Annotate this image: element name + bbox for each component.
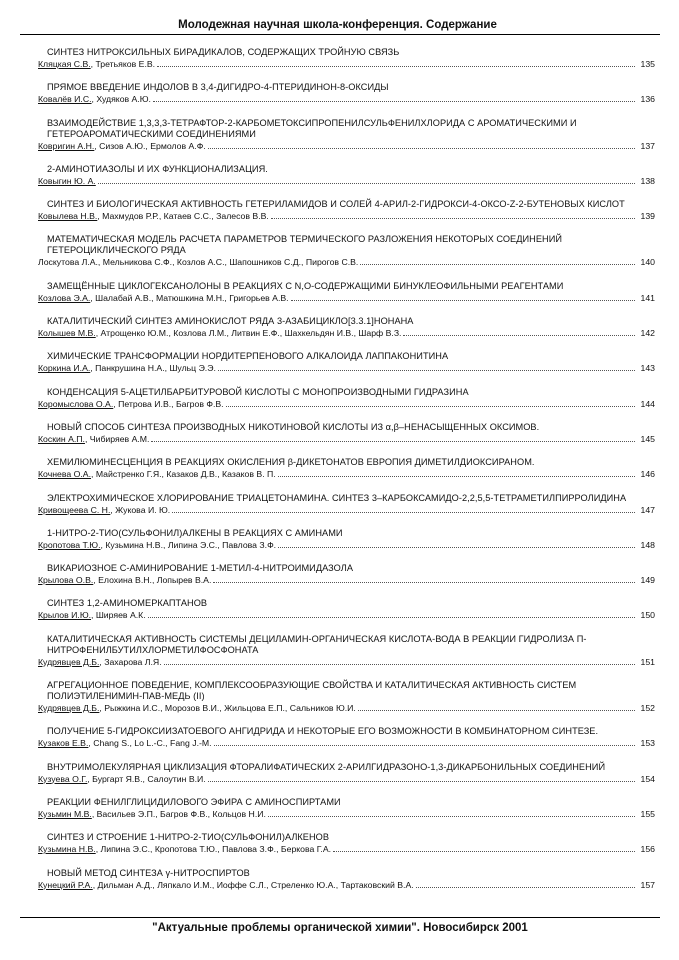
toc-entry [38, 164, 655, 187]
toc-entry [38, 797, 655, 820]
entry-coauthors: , Панкрушина Н.А., Шульц Э.Э. [90, 363, 216, 374]
entry-title: ПОЛУЧЕНИЕ 5-ГИДРОКСИИЗАТОЕВОГО АНГИДРИДА И НЕКОТОРЫЕ ЕГО ВОЗМОЖНОСТИ В КОМБИНАТОРНОМ СИНТЕЗЕ. [47, 726, 599, 737]
entry-page-number: 152 [640, 703, 655, 714]
entry-line [38, 211, 655, 222]
entry-title: ЗАМЕЩЁННЫЕ ЦИКЛОГЕКСАНОЛОНЫ В РЕАКЦИЯХ С N,O-СОДЕРЖАЩИМИ БИНУКЛЕОФИЛЬНЫМИ РЕАГЕНТАМИ [47, 280, 564, 291]
entry-coauthors: , Третьяков Е.В. [90, 59, 156, 69]
entry-coauthors: , Атрощенко Ю.М., Козлова Л.М., Литвин Е.Ф., Шахкельдян И.В., Шарф В.З. [95, 328, 402, 339]
entry-authors [38, 141, 206, 152]
dot-leader [291, 300, 635, 301]
entry-coauthors: , Дильман А.Д., Ляпкало И.М., Иоффе С.Л., Стреленко Ю.А., Тартаковский В.А. [92, 879, 414, 890]
entry-authors [38, 774, 206, 785]
entry-first-author: Коромыслова О.А. [38, 398, 114, 409]
entry-line [38, 844, 655, 855]
entry-page-number: 135 [640, 59, 655, 69]
entry-first-author: Ковалёв И.С. [38, 94, 92, 105]
entry-authors [38, 257, 358, 268]
entry-line [38, 657, 655, 668]
entry-coauthors: , Кузьмина Н.В., Липина Э.С., Павлова З.Ф. [100, 539, 277, 550]
toc-entry [38, 422, 655, 445]
entry-title: АГРЕГАЦИОННОЕ ПОВЕДЕНИЕ, КОМПЛЕКСООБРАЗУЮЩИЕ СВОЙСТВА И КАТАЛИТИЧЕСКАЯ АКТИВНОСТЬ СИСТЕМ ПОЛИЭТИЛЕНИМИН-ПАВ-МЕДЬ (II) [47, 680, 577, 702]
entry-line [38, 59, 655, 70]
entry-authors [38, 399, 224, 410]
dot-leader [226, 406, 635, 407]
dot-leader [148, 617, 635, 618]
entry-authors [38, 328, 401, 339]
entry-coauthors: Лоскутова Л.А., Мельникова С.Ф., Козлов А.С., Шапошников С.Д., Пирогов С.В. [38, 257, 359, 268]
dot-leader [358, 710, 635, 711]
dot-leader [172, 512, 635, 513]
dot-leader [333, 851, 635, 852]
entry-line [38, 399, 655, 410]
entry-line [38, 880, 655, 891]
dot-leader [213, 582, 635, 583]
entry-authors [38, 575, 211, 586]
entry-coauthors: , Худяков А.Ю. [91, 94, 151, 105]
entry-line [38, 540, 655, 551]
entry-line [38, 94, 655, 105]
entry-coauthors: , Петрова И.В., Багров Ф.В. [113, 398, 224, 409]
dot-leader [98, 183, 635, 184]
entry-first-author: Кузаков Е.В. [38, 738, 89, 749]
entry-authors [38, 610, 146, 621]
entry-line [38, 774, 655, 785]
entry-first-author: Крылов И.Ю. [38, 610, 92, 621]
entry-coauthors: , Липина Э.С., Кропотова Т.Ю., Павлова З.Ф., Беркова Г.А. [95, 844, 332, 855]
entry-authors [38, 94, 151, 105]
entry-authors [38, 469, 276, 480]
toc-entry [38, 493, 655, 516]
entry-title: ВЗАИМОДЕЙСТВИЕ 1,3,3,3-ТЕТРАФТОР-2-КАРБОМЕТОКСИПРОПЕНИЛСУЛЬФЕНИЛХЛОРИДА С АРОМАТИЧЕСКИМИ И ГЕТЕРОАРОМАТИЧЕСКИМИ СОЕДИНЕНИЯМИ [47, 117, 577, 139]
entry-coauthors: , Чибиряев А.М. [84, 433, 150, 444]
entry-authors [38, 293, 289, 304]
toc-entry [38, 832, 655, 855]
entry-title: 1-НИТРО-2-ТИО(СУЛЬФОНИЛ)АЛКЕНЫ В РЕАКЦИЯХ С АМИНАМИ [47, 527, 343, 538]
entry-line [38, 610, 655, 621]
entry-coauthors: , Махмудов Р.Р., Катаев С.С., Залесов В.В. [97, 211, 269, 222]
entry-page-number: 140 [640, 257, 655, 268]
header-rule [20, 34, 660, 35]
dot-leader [278, 547, 635, 548]
entry-title: СИНТЕЗ 1,2-АМИНОМЕРКАПТАНОВ [47, 598, 208, 609]
toc-entry [38, 234, 655, 268]
entry-first-author: Коркина И.А. [38, 363, 91, 374]
toc-entry [38, 281, 655, 304]
entry-first-author: Ковригин А.Н. [38, 140, 95, 151]
dot-leader [416, 887, 635, 888]
toc-entry [38, 634, 655, 668]
dot-leader [208, 148, 635, 149]
entry-coauthors: , Васильев Э.П., Багров Ф.В., Кольцов Н.И. [91, 808, 266, 819]
entry-page-number: 156 [640, 844, 655, 855]
entry-title: СИНТЕЗ НИТРОКСИЛЬНЫХ БИРАДИКАЛОВ, СОДЕРЖАЩИХ ТРОЙНУЮ СВЯЗЬ [47, 47, 400, 57]
entry-page-number: 136 [640, 94, 655, 105]
entry-first-author: Кузуева О.Г. [38, 773, 88, 784]
toc-entry [38, 199, 655, 222]
entry-authors [38, 809, 266, 820]
entry-coauthors: , Сизов А.Ю., Ермолов А.Ф. [94, 140, 206, 151]
entry-page-number: 139 [640, 211, 655, 222]
dot-leader [153, 101, 635, 102]
entry-title: КОНДЕНСАЦИЯ 5-АЦЕТИЛБАРБИТУРОВОЙ КИСЛОТЫ С МОНОПРОИЗВОДНЫМИ ГИДРАЗИНА [47, 386, 469, 397]
entry-coauthors: , Жукова И. Ю. [110, 504, 171, 515]
footer-rule [20, 917, 660, 918]
page-header: Молодежная научная школа-конференция. Содержание [178, 19, 497, 31]
entry-authors [38, 211, 269, 222]
entry-authors [38, 657, 162, 668]
entry-first-author: Ковыгин Ю. А. [38, 175, 96, 186]
entry-line [38, 141, 655, 152]
entry-line [38, 257, 655, 268]
entry-first-author: Крылова О.В. [38, 575, 94, 586]
entry-authors [38, 59, 155, 70]
dot-leader [151, 441, 635, 442]
toc-entry [38, 528, 655, 551]
entry-page-number: 138 [640, 175, 655, 186]
entry-authors [38, 880, 414, 891]
entry-first-author: Коскин А.П. [38, 433, 85, 444]
entry-coauthors: , Захарова Л.Я. [99, 656, 162, 667]
entry-title: КАТАЛИТИЧЕСКИЙ СИНТЕЗ АМИНОКИСЛОТ РЯДА 3-АЗАБИЦИКЛО[3.3.1]НОНАНА [47, 316, 414, 327]
entry-line [38, 469, 655, 480]
dot-leader [271, 218, 635, 219]
dot-leader [268, 816, 635, 817]
toc-entry [38, 868, 655, 891]
entry-first-author: Ковылева Н.В. [38, 211, 98, 222]
entry-first-author: Козлова Э.А. [38, 292, 91, 303]
entry-first-author: Кочнева О.А. [38, 469, 91, 480]
entry-coauthors: , Ширяев А.К. [91, 610, 146, 621]
entry-coauthors: , Шалабай А.В., Матюшкина М.Н., Григорьев А.В. [90, 292, 289, 303]
entry-title: РЕАКЦИИ ФЕНИЛГЛИЦИДИЛОВОГО ЭФИРА С АМИНОСПИРТАМИ [47, 796, 341, 807]
dot-leader [208, 781, 635, 782]
dot-leader [278, 476, 635, 477]
entry-title: ВИКАРИОЗНОЕ С-АМИНИРОВАНИЕ 1-МЕТИЛ-4-НИТРОИМИДАЗОЛА [47, 563, 354, 574]
entry-first-author: Кузьмина Н.В. [38, 844, 96, 855]
dot-leader [214, 745, 635, 746]
entry-title: НОВЫЙ МЕТОД СИНТЕЗА γ-НИТРОСПИРТОВ [47, 867, 250, 878]
entry-title: КАТАЛИТИЧЕСКАЯ АКТИВНОСТЬ СИСТЕМЫ ДЕЦИЛАМИН-ОРГАНИЧЕСКАЯ КИСЛОТА-ВОДА В РЕАКЦИИ ГИДРОЛИЗА П-НИТРОФЕНИЛБУТИЛХЛОРМЕТИЛФОСФОНАТА [47, 633, 587, 655]
entry-authors [38, 540, 276, 551]
entry-line [38, 809, 655, 820]
toc-entry [38, 598, 655, 621]
entry-page-number: 151 [640, 656, 655, 667]
entry-page-number: 150 [640, 610, 655, 621]
entry-page-number: 149 [640, 575, 655, 586]
entry-first-author: Кривощеева С. Н. [38, 504, 111, 515]
toc-entry [38, 82, 655, 105]
entry-line [38, 328, 655, 339]
page-footer: "Актуальные проблемы органической химии". Новосибирск 2001 [152, 922, 528, 934]
entry-coauthors: , Бургарт Я.В., Салоутин В.И. [87, 773, 206, 784]
entry-page-number: 142 [640, 328, 655, 339]
entry-title: 2-АМИНОТИАЗОЛЫ И ИХ ФУНКЦИОНАЛИЗАЦИЯ. [47, 163, 268, 174]
toc-entry [38, 762, 655, 785]
entry-page-number: 155 [640, 808, 655, 819]
entry-first-author: Кудрявцев Д.Б. [38, 703, 100, 714]
dot-leader [360, 264, 635, 265]
entry-coauthors: , Chang S., Lo L.-C., Fang J.-M. [88, 738, 212, 749]
entry-title: ВНУТРИМОЛЕКУЛЯРНАЯ ЦИКЛИЗАЦИЯ ФТОРАЛИФАТИЧЕСКИХ 2-АРИЛГИДРАЗОНО-1,3-ДИКАРБОНИЛЬНЫХ СОЕДИНЕНИЙ [47, 761, 606, 772]
entry-coauthors: , Рыжкина И.С., Морозов В.И., Жильцова Е.П., Сальников Ю.И. [99, 703, 356, 714]
toc-entry [38, 726, 655, 749]
entry-first-author: Кунецкий Р.А. [38, 879, 93, 890]
entry-title: НОВЫЙ СПОСОБ СИНТЕЗА ПРОИЗВОДНЫХ НИКОТИНОВОЙ КИСЛОТЫ ИЗ α,β–НЕНАСЫЩЕННЫХ ОКСИМОВ. [47, 421, 540, 432]
entry-coauthors: , Майстренко Г.Я., Казаков Д.В., Казаков В. П. [91, 469, 276, 480]
entry-line [38, 575, 655, 586]
entry-page-number: 145 [640, 433, 655, 444]
entry-title: ПРЯМОЕ ВВЕДЕНИЕ ИНДОЛОВ В 3,4-ДИГИДРО-4-ПТЕРИДИНОН-8-ОКСИДЫ [47, 82, 389, 93]
entry-line [38, 703, 655, 714]
entry-page-number: 153 [640, 738, 655, 749]
toc-entry [38, 316, 655, 339]
entry-page-number: 144 [640, 398, 655, 409]
entry-page-number: 143 [640, 363, 655, 374]
dot-leader [403, 335, 635, 336]
entry-page-number: 141 [640, 292, 655, 303]
entry-authors [38, 844, 331, 855]
entry-page-number: 157 [640, 879, 655, 890]
entry-title: МАТЕМАТИЧЕСКАЯ МОДЕЛЬ РАСЧЕТА ПАРАМЕТРОВ ТЕРМИЧЕСКОГО РАЗЛОЖЕНИЯ НЕКОТОРЫХ СОЕДИНЕНИЙ ГЕТЕРОЦИКЛИЧЕСКОГО РЯДА [47, 234, 563, 256]
toc-entry [38, 387, 655, 410]
entry-authors [38, 176, 96, 187]
entry-first-author: Кляцкая С.В. [38, 59, 91, 69]
toc-entry [38, 457, 655, 480]
entry-authors [38, 363, 216, 374]
entry-authors [38, 703, 356, 714]
entry-first-author: Кузьмин М.В. [38, 808, 92, 819]
entry-title: ЭЛЕКТРОХИМИЧЕСКОЕ ХЛОРИРОВАНИЕ ТРИАЦЕТОНАМИНА. СИНТЕЗ 3–КАРБОКСАМИДО-2,2,5,5-ТЕТРАМЕТИЛПИРРОЛИДИНА [47, 492, 627, 503]
entry-first-author: Кудрявцев Д.Б. [38, 656, 100, 667]
entry-page-number: 147 [640, 504, 655, 515]
entry-first-author: Кропотова Т.Ю. [38, 539, 101, 550]
dot-leader [218, 370, 635, 371]
toc-entry [38, 351, 655, 374]
entry-title: СИНТЕЗ И СТРОЕНИЕ 1-НИТРО-2-ТИО(СУЛЬФОНИЛ)АЛКЕНОВ [47, 832, 330, 843]
entry-line [38, 505, 655, 516]
entry-page-number: 146 [640, 469, 655, 480]
entry-line [38, 293, 655, 304]
toc-entry [38, 563, 655, 586]
entry-line [38, 738, 655, 749]
toc-entry [38, 680, 655, 714]
entry-page-number: 154 [640, 773, 655, 784]
dot-leader [164, 664, 635, 665]
entry-page-number: 137 [640, 140, 655, 151]
toc-entry [38, 118, 655, 152]
toc-entry [38, 47, 655, 70]
entry-authors [38, 738, 212, 749]
entry-line [38, 176, 655, 187]
entry-authors [38, 434, 149, 445]
entry-line [38, 363, 655, 374]
entry-title: ХИМИЧЕСКИЕ ТРАНСФОРМАЦИИ НОРДИТЕРПЕНОВОГО АЛКАЛОИДА ЛАППАКОНИТИНА [47, 351, 449, 362]
entry-coauthors: , Елохина В.Н., Лопырев В.А. [93, 575, 212, 586]
entry-title: ХЕМИЛЮМИНЕСЦЕНЦИЯ В РЕАКЦИЯХ ОКИСЛЕНИЯ β-ДИКЕТОНАТОВ ЕВРОПИЯ ДИМЕТИЛДИОКСИРАНОМ. [47, 457, 535, 468]
entry-title: СИНТЕЗ И БИОЛОГИЧЕСКАЯ АКТИВНОСТЬ ГЕТЕРИЛАМИДОВ И СОЛЕЙ 4-АРИЛ-2-ГИДРОКСИ-4-ОКСО-Z-2-БУТЕНОВЫХ КИСЛОТ [47, 199, 625, 210]
entry-first-author: Колышев М.В. [38, 328, 96, 339]
entry-line [38, 434, 655, 445]
entry-page-number: 148 [640, 539, 655, 550]
dot-leader [157, 66, 635, 67]
entry-authors [38, 505, 170, 516]
toc-list [38, 47, 655, 903]
